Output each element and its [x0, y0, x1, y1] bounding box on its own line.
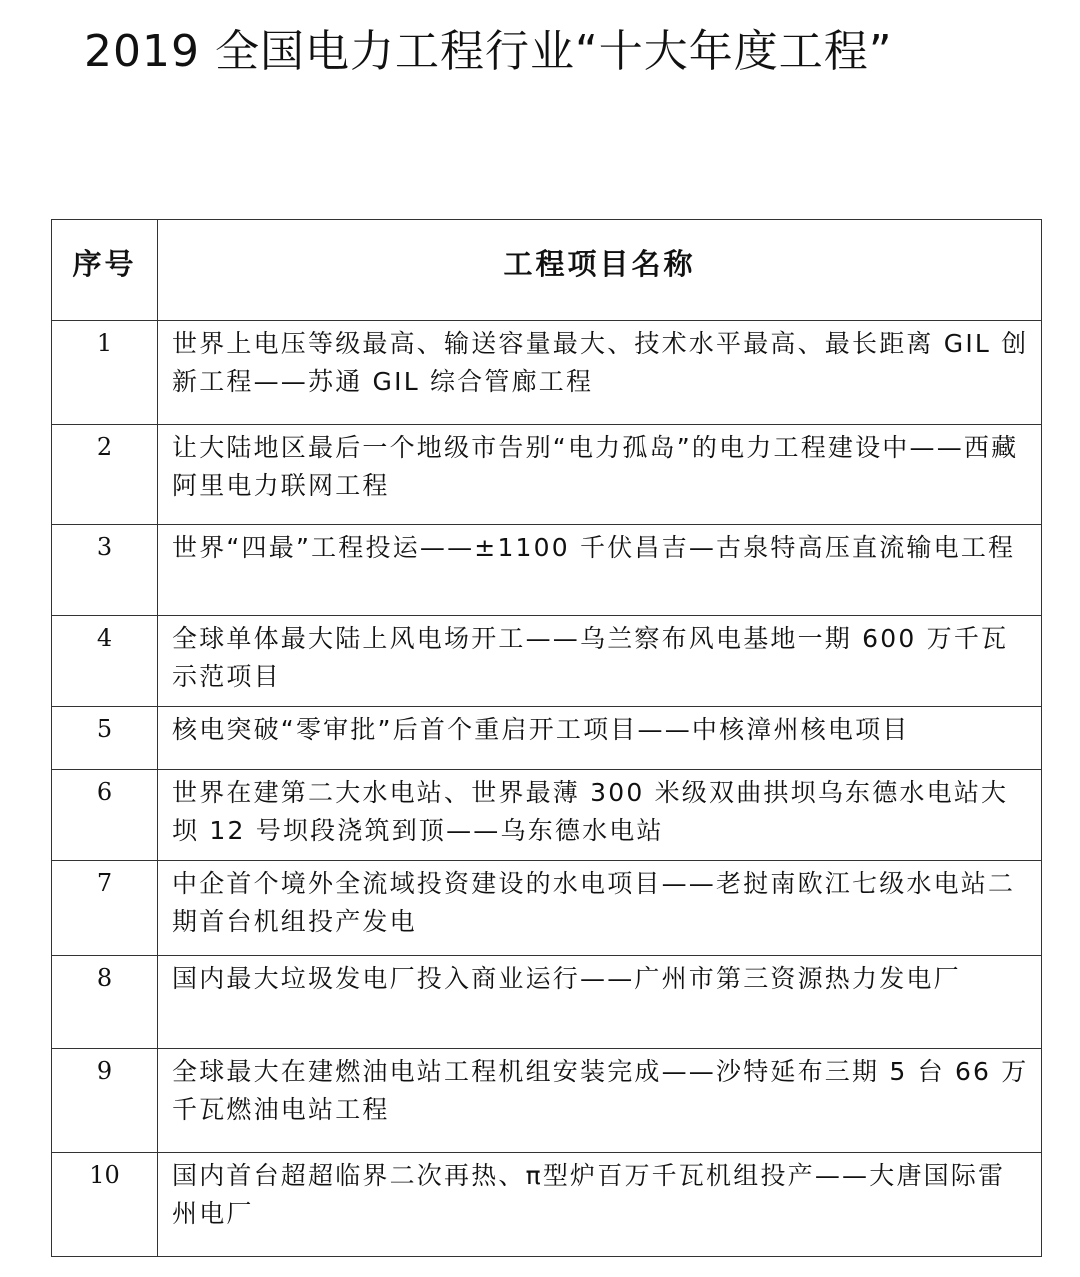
table-row	[52, 616, 1042, 707]
header-serial-number-label: 序号	[72, 247, 137, 281]
row-number: 8	[52, 956, 158, 1049]
projects-table-container	[51, 219, 1041, 1257]
table-row	[52, 321, 1042, 425]
table-row	[52, 425, 1042, 525]
header-project-name-label: 工程项目名称	[503, 247, 696, 281]
row-number: 4	[52, 616, 158, 707]
document-title: 2019 全国电力工程行业“十大年度工程”	[84, 26, 893, 77]
row-project-name: 全球单体最大陆上风电场开工——乌兰察布风电基地一期 600 万千瓦示范项目	[158, 616, 1042, 707]
table-row	[52, 1153, 1042, 1257]
row-number: 6	[52, 770, 158, 861]
row-number: 5	[52, 707, 158, 770]
table-row	[52, 861, 1042, 956]
table-row	[52, 956, 1042, 1049]
projects-table	[51, 219, 1042, 1257]
row-number: 10	[52, 1153, 158, 1257]
row-project-name: 世界上电压等级最高、输送容量最大、技术水平最高、最长距离 GIL 创新工程——苏通 GIL 综合管廊工程	[158, 321, 1042, 425]
row-project-name: 世界在建第二大水电站、世界最薄 300 米级双曲拱坝乌东德水电站大坝 12 号坝段浇筑到顶——乌东德水电站	[158, 770, 1042, 861]
row-number: 3	[52, 525, 158, 616]
row-project-name: 国内首台超超临界二次再热、π型炉百万千瓦机组投产——大唐国际雷州电厂	[158, 1153, 1042, 1257]
table-row	[52, 1049, 1042, 1153]
row-project-name: 让大陆地区最后一个地级市告别“电力孤岛”的电力工程建设中——西藏阿里电力联网工程	[158, 425, 1042, 525]
row-number: 7	[52, 861, 158, 956]
table-row	[52, 707, 1042, 770]
table-row	[52, 770, 1042, 861]
header-serial-number	[52, 220, 158, 321]
row-project-name: 全球最大在建燃油电站工程机组安装完成——沙特延布三期 5 台 66 万千瓦燃油电站工程	[158, 1049, 1042, 1153]
row-number: 1	[52, 321, 158, 425]
header-project-name	[158, 220, 1042, 321]
table-header-row	[52, 220, 1042, 321]
row-project-name: 中企首个境外全流域投资建设的水电项目——老挝南欧江七级水电站二期首台机组投产发电	[158, 861, 1042, 956]
table-row	[52, 525, 1042, 616]
row-number: 9	[52, 1049, 158, 1153]
row-project-name: 国内最大垃圾发电厂投入商业运行——广州市第三资源热力发电厂	[158, 956, 1042, 1049]
row-project-name: 世界“四最”工程投运——±1100 千伏昌吉—古泉特高压直流输电工程	[158, 525, 1042, 616]
row-project-name: 核电突破“零审批”后首个重启开工项目——中核漳州核电项目	[158, 707, 1042, 770]
row-number: 2	[52, 425, 158, 525]
